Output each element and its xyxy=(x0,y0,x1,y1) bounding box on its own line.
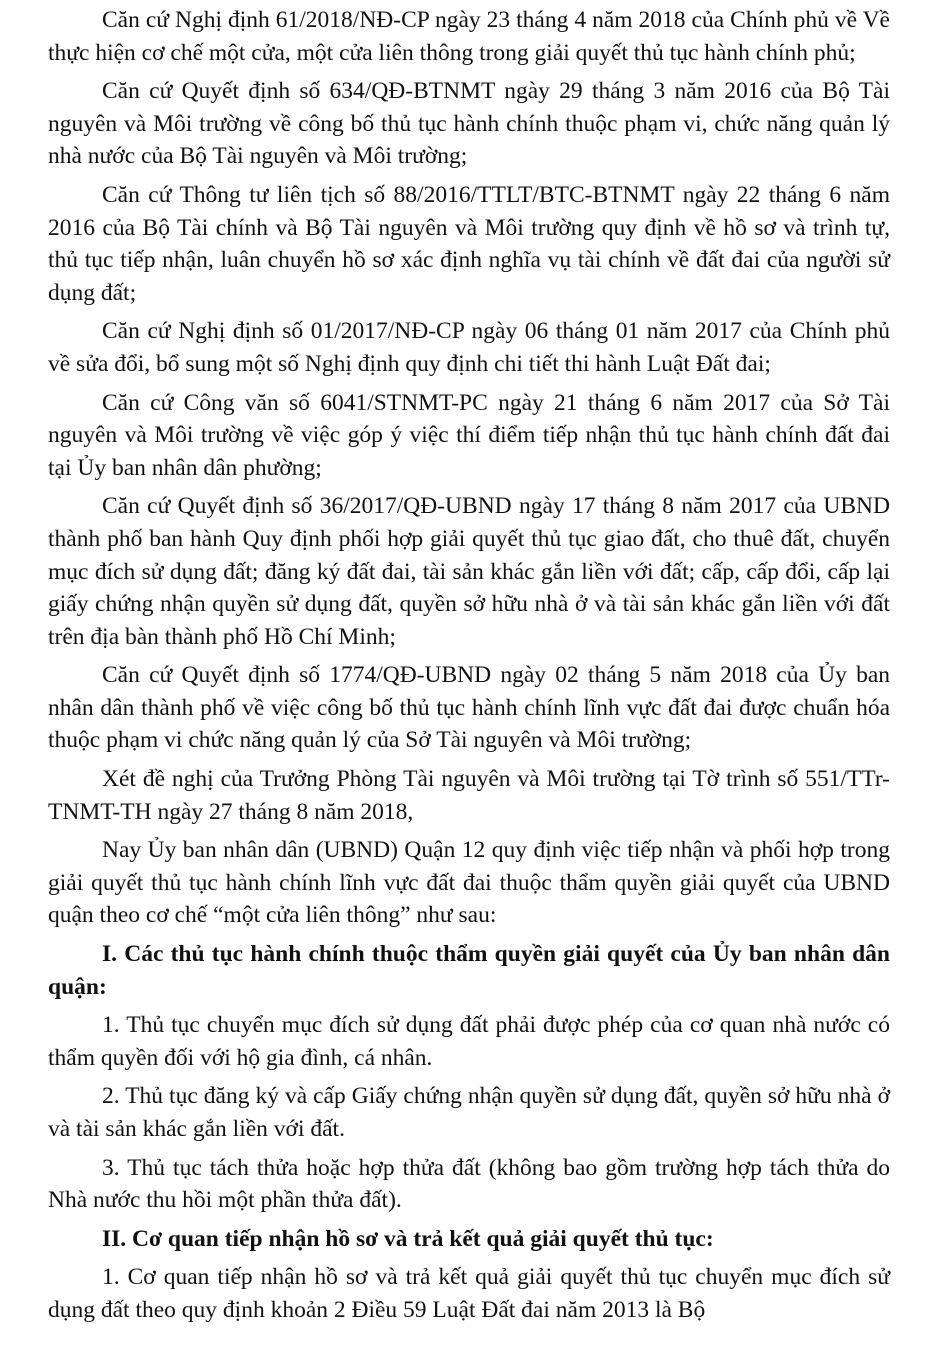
preamble-paragraph-4: Căn cứ Nghị định số 01/2017/NĐ-CP ngày 06 tháng 01 năm 2017 của Chính phủ về sửa đổi, bổ sung một số Nghị định quy định chi tiết thi hành Luật Đất đai; xyxy=(48,318,890,377)
preamble-paragraph-2: Căn cứ Quyết định số 634/QĐ-BTNMT ngày 29 tháng 3 năm 2016 của Bộ Tài nguyên và Môi trường về công bố thủ tục hành chính thuộc phạm vi, chức năng quản lý nhà nước của Bộ Tài nguyên và Môi trường; xyxy=(48,78,890,170)
section-2-heading: II. Cơ quan tiếp nhận hồ sơ và trả kết quả giải quyết thủ tục: xyxy=(102,1225,714,1252)
section-1-heading: I. Các thủ tục hành chính thuộc thẩm quyền giải quyết của Ủy ban nhân dân quận: xyxy=(48,941,890,1000)
document-page xyxy=(48,4,890,1333)
preamble-paragraph-9: Nay Ủy ban nhân dân (UBND) Quận 12 quy định việc tiếp nhận và phối hợp trong giải quyết thủ tục hành chính lĩnh vực đất đai thuộc thẩm quyền giải quyết của UBND quận theo cơ chế “một cửa liên thông” như sau: xyxy=(48,837,890,929)
section-2-item-1: 1. Cơ quan tiếp nhận hồ sơ và trả kết quả giải quyết thủ tục chuyển mục đích sử dụng đất theo quy định khoản 2 Điều 59 Luật Đất đai năm 2013 là Bộ xyxy=(48,1264,890,1323)
preamble-paragraph-6: Căn cứ Quyết định số 36/2017/QĐ-UBND ngày 17 tháng 8 năm 2017 của UBND thành phố ban hành Quy định phối hợp giải quyết thủ tục giao đất, cho thuê đất, chuyển mục đích sử dụng đất; đăng ký đất đai, tài sản khác gắn liền với đất; cấp, cấp đổi, cấp lại giấy chứng nhận quyền sử dụng đất, quyền sở hữu nhà ở và tài sản khác gắn liền với đất trên địa bàn thành phố Hồ Chí Minh; xyxy=(48,493,890,650)
preamble-paragraph-8: Xét đề nghị của Trưởng Phòng Tài nguyên và Môi trường tại Tờ trình số 551/TTr-TNMT-TH ngày 27 tháng 8 năm 2018, xyxy=(48,766,890,825)
section-1-item-2: 2. Thủ tục đăng ký và cấp Giấy chứng nhận quyền sử dụng đất, quyền sở hữu nhà ở và tài sản khác gắn liền với đất. xyxy=(48,1083,890,1142)
preamble-paragraph-1: Căn cứ Nghị định 61/2018/NĐ-CP ngày 23 tháng 4 năm 2018 của Chính phủ về Về thực hiện cơ chế một cửa, một cửa liên thông trong giải quyết thủ tục hành chính phủ; xyxy=(48,7,890,66)
section-1-item-3: 3. Thủ tục tách thửa hoặc hợp thửa đất (không bao gồm trường hợp tách thửa do Nhà nước thu hồi một phần thửa đất). xyxy=(48,1154,890,1214)
section-1-item-1: 1. Thủ tục chuyển mục đích sử dụng đất phải được phép của cơ quan nhà nước có thẩm quyền đối với hộ gia đình, cá nhân. xyxy=(48,1012,890,1071)
preamble-paragraph-7: Căn cứ Quyết định số 1774/QĐ-UBND ngày 02 tháng 5 năm 2018 của Ủy ban nhân dân thành phố về việc công bố thủ tục hành chính lĩnh vực đất đai được chuẩn hóa thuộc phạm vi chức năng quản lý của Sở Tài nguyên và Môi trường; xyxy=(48,662,890,754)
preamble-paragraph-3: Căn cứ Thông tư liên tịch số 88/2016/TTLT/BTC-BTNMT ngày 22 tháng 6 năm 2016 của Bộ Tài chính và Bộ Tài nguyên và Môi trường quy định về hồ sơ và trình tự, thủ tục tiếp nhận, luân chuyển hồ sơ xác định nghĩa vụ tài chính về đất đai của người sử dụng đất; xyxy=(48,181,890,306)
preamble-paragraph-5: Căn cứ Công văn số 6041/STNMT-PC ngày 21 tháng 6 năm 2017 của Sở Tài nguyên và Môi trường về việc góp ý việc thí điểm tiếp nhận thủ tục hành chính đất đai tại Ủy ban nhân dân phường; xyxy=(48,389,890,481)
